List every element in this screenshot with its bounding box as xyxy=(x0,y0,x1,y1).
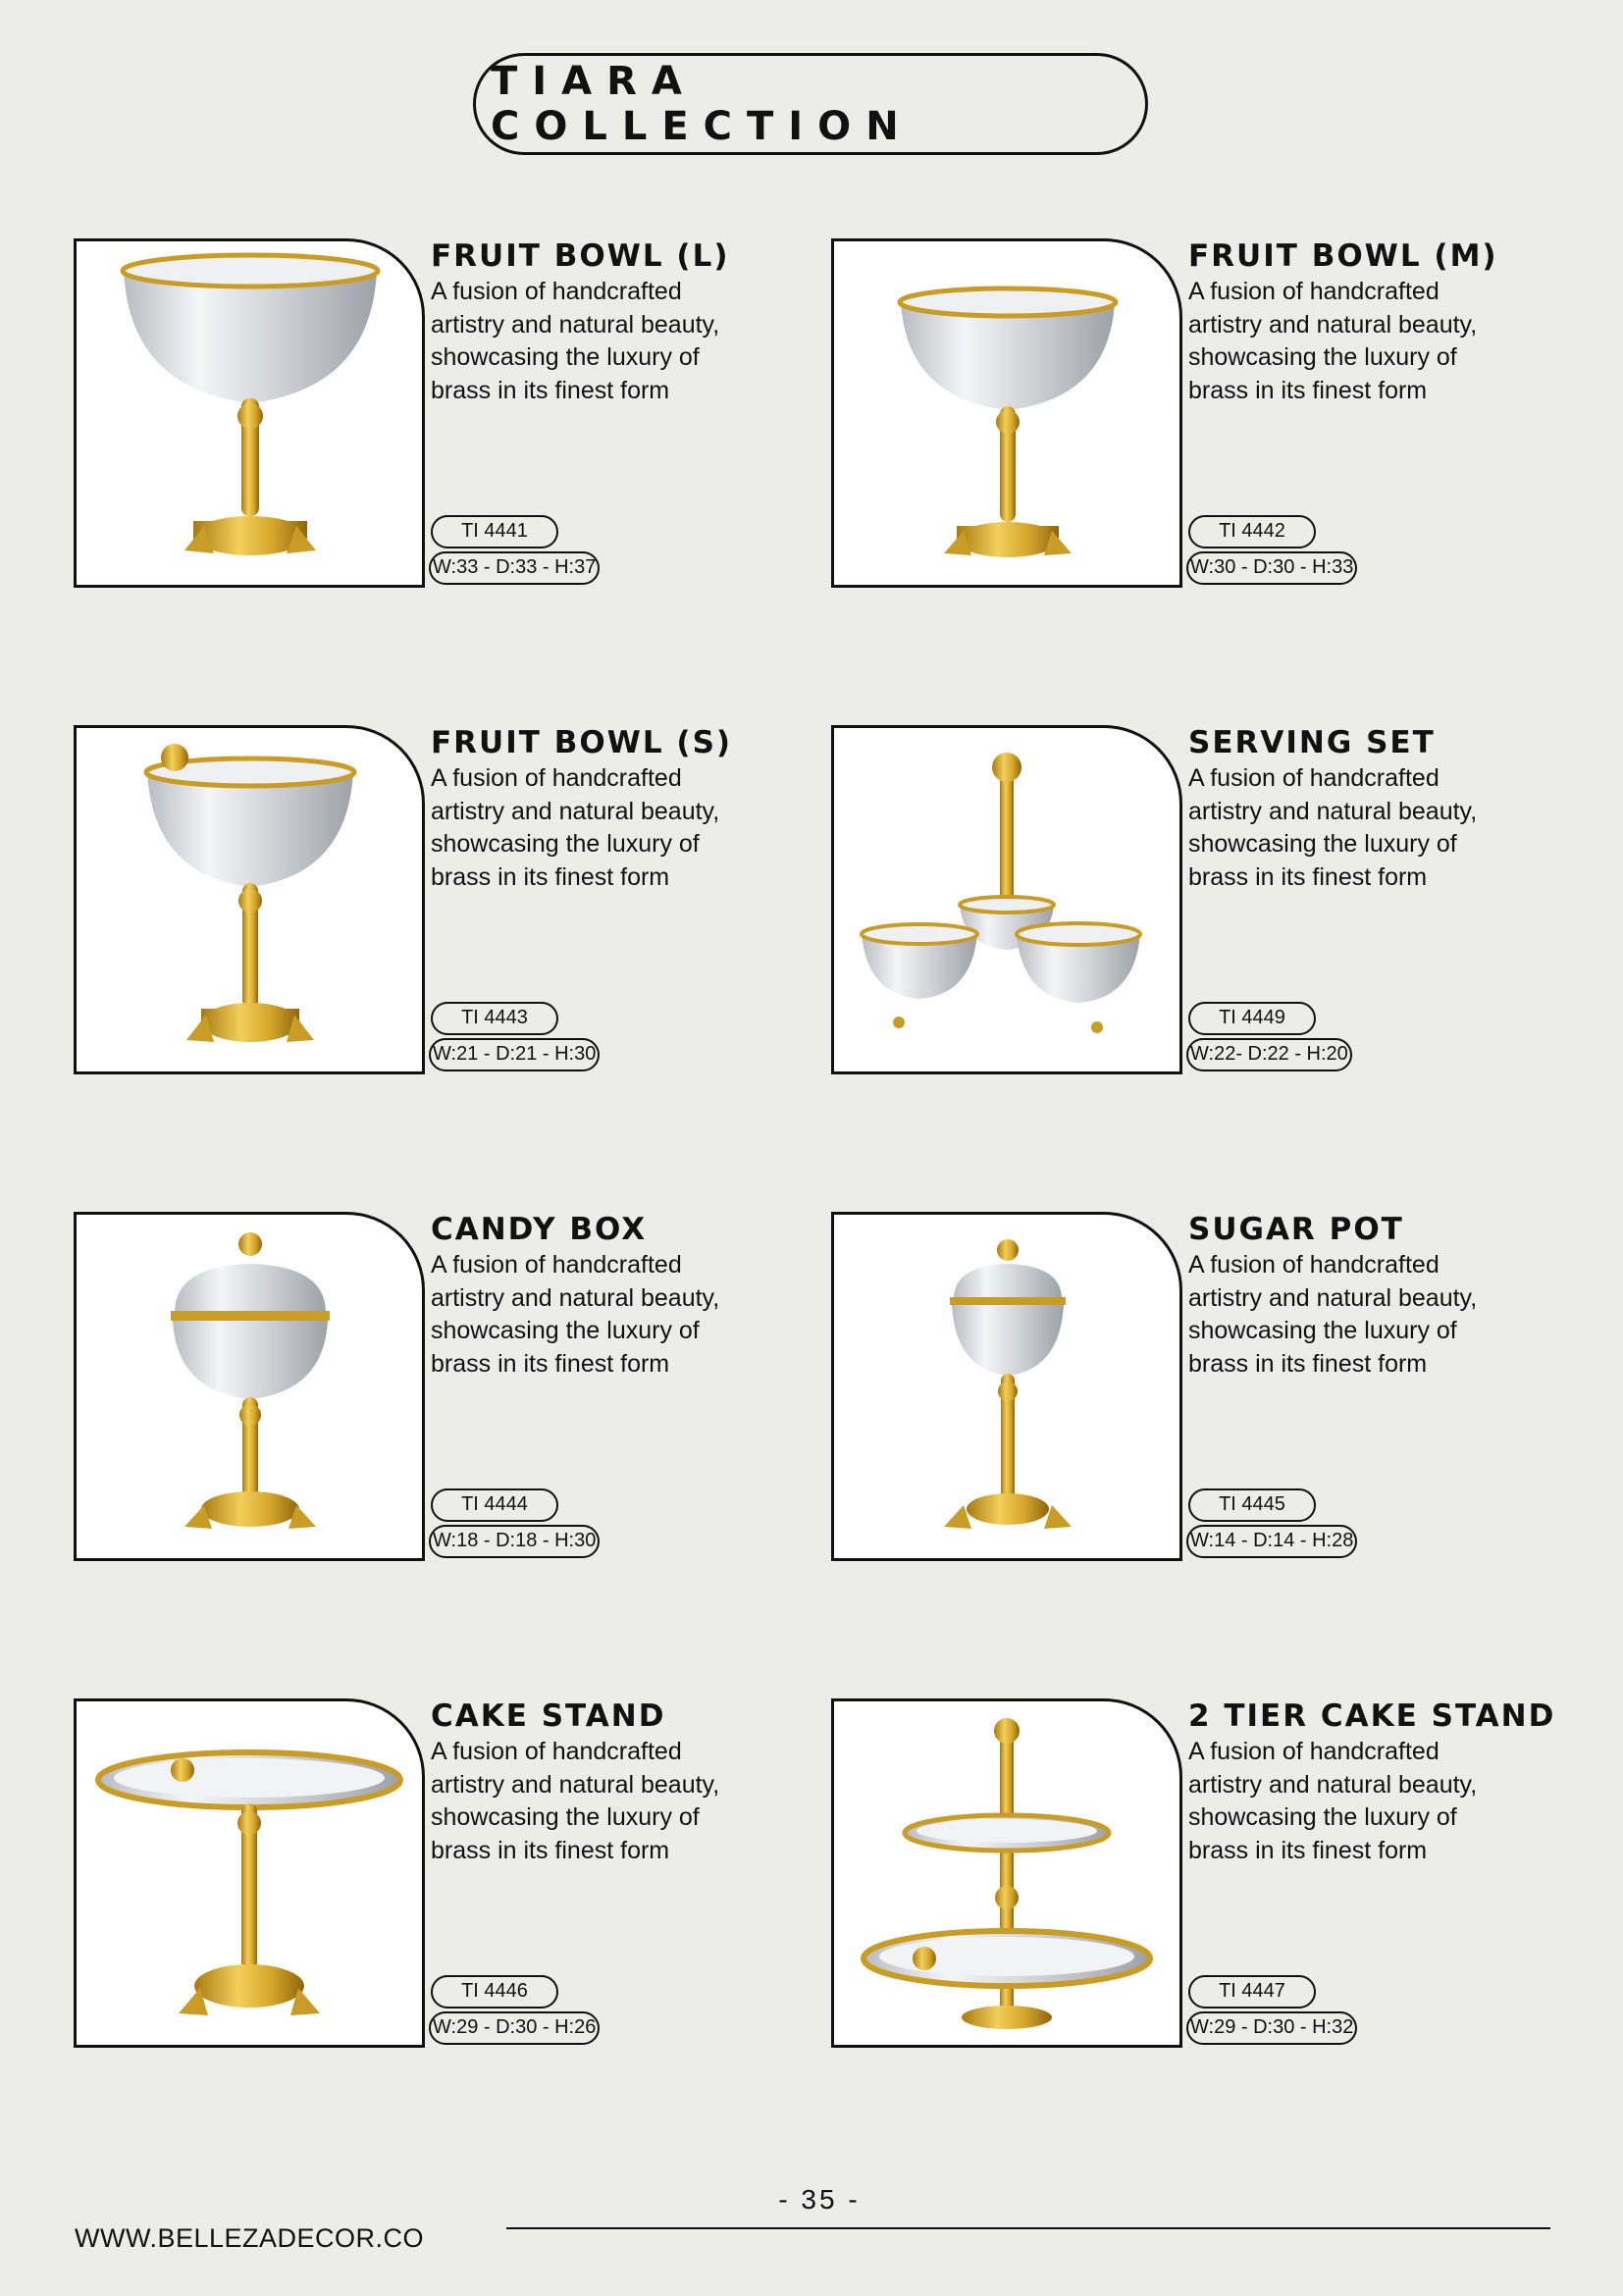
product-name: SERVING SET xyxy=(1188,725,1436,760)
product-dimensions-badge: W:14 - D:14 - H:28 xyxy=(1186,1525,1357,1558)
sugar-pot-icon xyxy=(834,1215,1179,1558)
collection-title-pill xyxy=(473,53,1148,155)
product-code-badge: TI 4447 xyxy=(1188,1975,1316,2009)
collection-title: TIARA COLLECTION xyxy=(491,59,914,149)
product-description: A fusion of handcrafted artistry and natural beauty, showcasing the luxury of brass in its finest form xyxy=(1188,764,1478,891)
fruit-bowl-icon xyxy=(834,241,1179,585)
product-description: A fusion of handcrafted artistry and natural beauty, showcasing the luxury of brass in its finest form xyxy=(431,278,720,404)
product-code-badge: TI 4449 xyxy=(1188,1002,1316,1035)
product-photo xyxy=(831,1212,1182,1561)
product-photo xyxy=(831,238,1182,588)
product-code-badge: TI 4445 xyxy=(1188,1488,1316,1522)
product-description: A fusion of handcrafted artistry and natural beauty, showcasing the luxury of brass in its finest form xyxy=(431,1251,720,1378)
product-dimensions-badge: W:21 - D:21 - H:30 xyxy=(429,1038,600,1071)
product-dimensions-badge: W:18 - D:18 - H:30 xyxy=(429,1525,600,1558)
product-photo xyxy=(74,1698,425,2048)
product-card-cake-stand xyxy=(74,1698,819,2052)
product-name: SUGAR POT xyxy=(1188,1212,1404,1247)
product-name: CAKE STAND xyxy=(431,1698,666,1734)
product-code-badge: TI 4442 xyxy=(1188,515,1316,548)
product-name: 2 TIER CAKE STAND xyxy=(1188,1698,1556,1734)
product-description: A fusion of handcrafted artistry and natural beauty, showcasing the luxury of brass in its finest form xyxy=(431,764,720,891)
product-photo xyxy=(74,725,425,1074)
fruit-bowl-icon xyxy=(77,728,422,1071)
product-dimensions-badge: W:33 - D:33 - H:37 xyxy=(429,551,600,585)
product-dimensions-badge: W:30 - D:30 - H:33 xyxy=(1186,551,1357,585)
product-dimensions-badge: W:29 - D:30 - H:26 xyxy=(429,2011,600,2045)
product-card-2-tier-cake-stand xyxy=(831,1698,1577,2052)
product-name: FRUIT BOWL (L) xyxy=(431,238,730,274)
product-description: A fusion of handcrafted artistry and natural beauty, showcasing the luxury of brass in its finest form xyxy=(1188,1738,1478,1864)
product-description: A fusion of handcrafted artistry and natural beauty, showcasing the luxury of brass in its finest form xyxy=(1188,1251,1478,1378)
product-name: FRUIT BOWL (M) xyxy=(1188,238,1498,274)
serving-set-icon xyxy=(834,728,1179,1071)
product-card-fruit-bowl-l xyxy=(74,238,819,592)
page-number: - 35 - xyxy=(778,2184,861,2215)
product-name: FRUIT BOWL (S) xyxy=(431,725,733,760)
cake-stand-icon xyxy=(77,1701,422,2045)
product-code-badge: TI 4446 xyxy=(431,1975,558,2009)
product-photo xyxy=(74,238,425,588)
product-description: A fusion of handcrafted artistry and natural beauty, showcasing the luxury of brass in its finest form xyxy=(431,1738,720,1864)
product-dimensions-badge: W:29 - D:30 - H:32 xyxy=(1186,2011,1357,2045)
product-description: A fusion of handcrafted artistry and natural beauty, showcasing the luxury of brass in its finest form xyxy=(1188,278,1478,404)
product-card-fruit-bowl-m xyxy=(831,238,1577,592)
footer-website-link[interactable]: WWW.BELLEZADECOR.CO xyxy=(75,2223,425,2253)
product-code-badge: TI 4441 xyxy=(431,515,558,548)
product-card-candy-box xyxy=(74,1212,819,1565)
product-card-sugar-pot xyxy=(831,1212,1577,1565)
product-photo xyxy=(831,1698,1182,2048)
footer-divider xyxy=(506,2227,1550,2229)
tier-cake-stand-icon xyxy=(834,1701,1179,2045)
product-card-fruit-bowl-s xyxy=(74,725,819,1078)
product-code-badge: TI 4444 xyxy=(431,1488,558,1522)
fruit-bowl-icon xyxy=(77,241,422,585)
candy-box-icon xyxy=(77,1215,422,1558)
product-card-serving-set xyxy=(831,725,1577,1078)
product-photo xyxy=(74,1212,425,1561)
product-name: CANDY BOX xyxy=(431,1212,648,1247)
product-code-badge: TI 4443 xyxy=(431,1002,558,1035)
product-photo xyxy=(831,725,1182,1074)
product-dimensions-badge: W:22- D:22 - H:20 xyxy=(1186,1038,1352,1071)
